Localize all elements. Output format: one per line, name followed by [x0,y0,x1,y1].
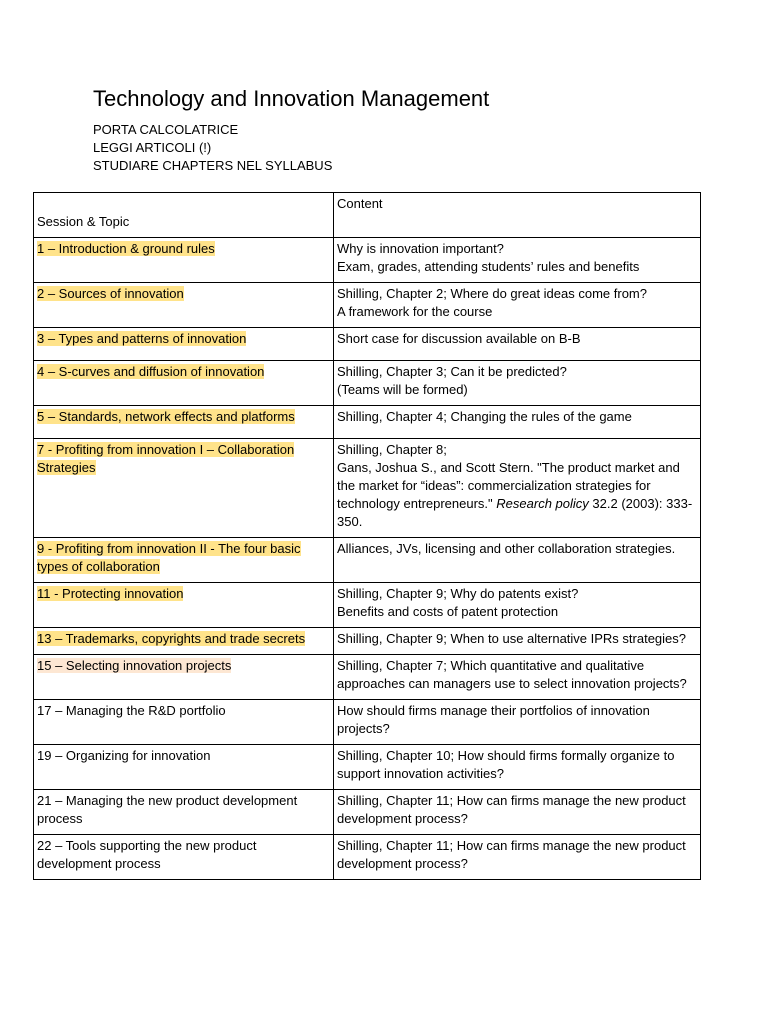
session-cell [34,439,334,538]
table-row [34,745,701,790]
citation-text: Gans, Joshua S., and Scott Stern. "The product market and the market for “ideas”: commercialization strategies for technology entrepreneurs." [337,460,680,511]
session-topic: 9 - Profiting from innovation II - The four basic types of collaboration [37,541,301,574]
syllabus-table [33,192,701,880]
session-cell [34,361,334,406]
content-line: Shilling, Chapter 11; How can firms manage the new product development process? [337,838,686,871]
session-cell [34,655,334,700]
content-cell [334,835,701,880]
session-topic: 22 – Tools supporting the new product development process [37,838,257,871]
session-cell [34,328,334,361]
session-cell [34,283,334,328]
table-row [34,328,701,361]
content-line: Exam, grades, attending students’ rules and benefits [337,259,640,274]
session-cell [34,700,334,745]
content-line: Shilling, Chapter 7; Which quantitative and qualitative approaches can managers use to select innovation projects? [337,658,687,691]
table-row [34,835,701,880]
content-cell [334,655,701,700]
session-topic: 19 – Organizing for innovation [37,748,211,763]
content-line: Shilling, Chapter 9; When to use alternative IPRs strategies? [337,631,687,646]
content-line: Shilling, Chapter 8; [337,442,447,457]
table-row [34,283,701,328]
session-topic: 1 – Introduction & ground rules [37,241,215,256]
session-cell [34,583,334,628]
table-row [34,790,701,835]
content-line: How should firms manage their portfolios of innovation projects? [337,703,650,736]
content-cell [334,745,701,790]
column-header-content: Content [334,193,701,238]
session-topic: 4 – S-curves and diffusion of innovation [37,364,265,379]
note-line: LEGGI ARTICOLI (!) [93,140,212,155]
table-row [34,655,701,700]
notes-block [93,121,332,175]
session-cell [34,238,334,283]
session-topic: 2 – Sources of innovation [37,286,184,301]
column-header-session: Session & Topic [34,193,334,238]
content-cell [334,583,701,628]
content-line: Short case for discussion available on B-B [337,331,581,346]
table-row [34,538,701,583]
journal-name: Research policy [496,496,589,511]
session-cell [34,790,334,835]
content-line: Shilling, Chapter 11; How can firms manage the new product development process? [337,793,686,826]
content-line: Shilling, Chapter 2; Where do great ideas come from? [337,286,647,301]
content-line: Benefits and costs of patent protection [337,604,559,619]
content-cell [334,328,701,361]
content-cell [334,361,701,406]
session-cell [34,628,334,655]
content-line [337,459,697,531]
content-cell [334,439,701,538]
session-topic: 5 – Standards, network effects and platforms [37,409,295,424]
content-cell [334,790,701,835]
session-topic: 21 – Managing the new product development process [37,793,298,826]
table-row [34,439,701,538]
note-line: STUDIARE CHAPTERS NEL SYLLABUS [93,158,333,173]
content-line: Why is innovation important? [337,241,504,256]
session-topic: 13 – Trademarks, copyrights and trade secrets [37,631,306,646]
table-row [34,700,701,745]
content-line: Shilling, Chapter 9; Why do patents exist? [337,586,579,601]
table-row [34,406,701,439]
note-line: PORTA CALCOLATRICE [93,122,239,137]
table-row [34,628,701,655]
content-cell [334,406,701,439]
table-row [34,583,701,628]
session-cell [34,538,334,583]
content-cell [334,700,701,745]
content-line: Shilling, Chapter 4; Changing the rules of the game [337,409,632,424]
page-title: Technology and Innovation Management [93,86,490,111]
content-cell [334,283,701,328]
session-topic: 11 - Protecting innovation [37,586,184,601]
content-line: A framework for the course [337,304,493,319]
content-cell [334,628,701,655]
session-cell [34,406,334,439]
session-topic: 15 – Selecting innovation projects [37,658,232,673]
content-line: Shilling, Chapter 10; How should firms formally organize to support innovation activities? [337,748,675,781]
table-row [34,238,701,283]
content-line: Alliances, JVs, licensing and other collaboration strategies. [337,541,676,556]
content-cell [334,238,701,283]
content-line: (Teams will be formed) [337,382,468,397]
session-cell [34,835,334,880]
session-topic: 17 – Managing the R&D portfolio [37,703,226,718]
content-cell [334,538,701,583]
session-topic: 7 - Profiting from innovation I – Collaboration Strategies [37,442,295,475]
session-topic: 3 – Types and patterns of innovation [37,331,247,346]
table-header-row [34,193,701,238]
table-row [34,361,701,406]
citation-tail: 32.2 (2003): 333-350. [337,496,693,529]
content-line: Shilling, Chapter 3; Can it be predicted? [337,364,567,379]
session-cell [34,745,334,790]
